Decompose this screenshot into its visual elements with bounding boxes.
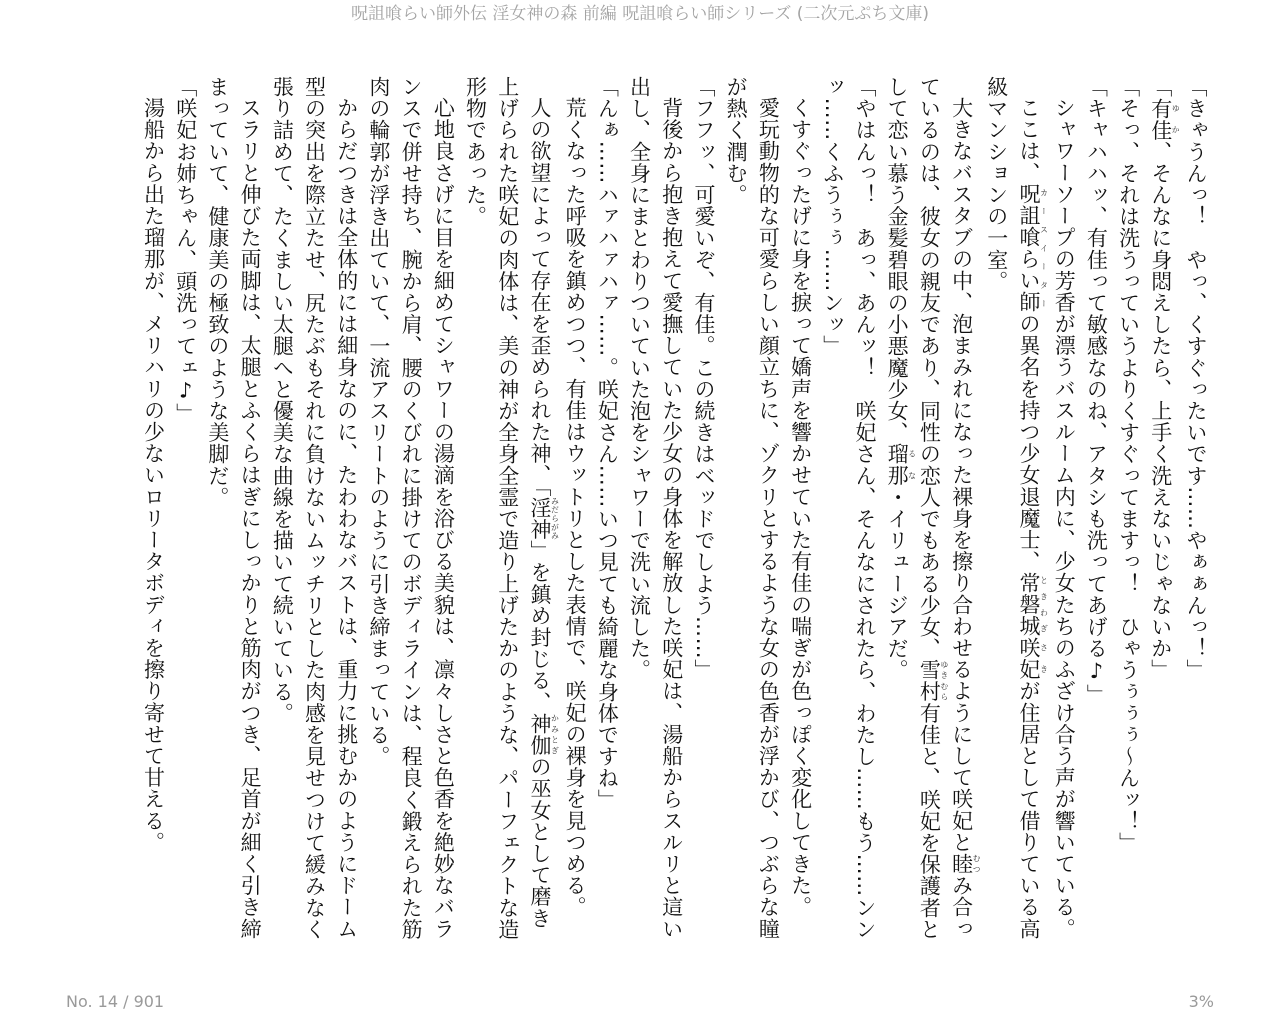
ruby-reading: むつ	[972, 853, 982, 875]
paragraph	[202, 76, 266, 948]
vertical-text-body	[92, 76, 1212, 948]
ruby-reading: みだらがみ	[550, 496, 560, 541]
paragraph	[881, 76, 981, 948]
text-run: 荒くなった呼吸を鎮めつつ、有佳はウットリとした表情で、咲妃の裸身を見つめる。	[563, 97, 588, 918]
paragraph	[1180, 76, 1212, 948]
ruby-reading: るな	[907, 443, 917, 487]
text-run: くすぐったげに身を捩って嬌声を響かせていた有佳の喘ぎが色っぽく変化してきた。	[788, 97, 813, 918]
ruby-annotated-word: 神伽かみとぎ	[527, 712, 560, 757]
ruby-annotated-word: 雪村ゆきむら	[917, 659, 949, 703]
paragraph	[981, 76, 1048, 948]
text-run: の異名を持つ少女退魔士、	[1016, 313, 1041, 573]
text-run: 、そんなに身悶えしたら、上手く洗えないじゃないか」	[1148, 140, 1173, 681]
paragraph	[1112, 76, 1144, 948]
text-run: 」を鎮め封じる、	[527, 540, 552, 713]
paragraph	[817, 76, 881, 948]
reading-area[interactable]	[92, 76, 1212, 948]
text-run: 背後から抱き抱えて愛撫していた少女の身体を解放した咲妃は、湯船からスルリと這い出し、全身にまとわりついていた泡をシャワーで洗い流した。	[627, 76, 684, 940]
text-run: 有佳と、咲妃を保護者として恋い慕う金髪碧眼の小悪魔少女、	[885, 76, 942, 941]
ruby-annotated-word: 瑠那るな	[885, 443, 917, 487]
ruby-annotated-word: 睦むつ	[949, 853, 982, 875]
ruby-annotated-word: 咲妃さき	[1016, 637, 1049, 681]
ruby-reading: カースイーター	[1039, 183, 1049, 314]
ruby-reading: さき	[1039, 637, 1049, 681]
text-run: 「そっ、それは洗うっていうよりくすぐってますっ！ ひゃうぅぅぅ～んッ！」	[1116, 76, 1141, 854]
paragraph	[1048, 76, 1080, 948]
ruby-annotated-word: 有佳ゆか	[1148, 97, 1181, 141]
paragraph	[720, 76, 784, 948]
ruby-reading: ゆきむら	[939, 659, 949, 703]
text-run: 「咲妃お姉ちゃん、頭洗ってェ♪」	[173, 76, 198, 425]
text-run: ・イリュージアだ。	[885, 486, 910, 681]
ruby-reading: ときわぎ	[1039, 572, 1049, 638]
paragraph	[137, 76, 169, 948]
paragraph	[266, 76, 363, 948]
paragraph	[1080, 76, 1112, 948]
paragraph	[591, 76, 623, 948]
ruby-annotated-word: 淫神みだらがみ	[527, 496, 560, 541]
text-run: ここは、	[1016, 97, 1041, 184]
ruby-reading: ゆか	[1171, 97, 1181, 141]
paragraph	[688, 76, 720, 948]
text-run: 「フフッ、可愛いぞ、有佳。この続きはベッドでしよう……」	[691, 76, 716, 681]
text-run: シャワーソープの芳香が漂うバスルーム内に、少女たちのふざけ合う声が響いている。	[1052, 97, 1077, 940]
location-indicator: No. 14 / 901	[66, 992, 165, 1011]
text-run: 大きなバスタブの中、泡まみれになった裸身を擦り合わせるようにして咲妃と	[949, 97, 974, 853]
ruby-reading: かみとぎ	[550, 712, 560, 757]
ruby-annotated-word: 呪詛喰らい師カースイーター	[1016, 183, 1049, 314]
book-title: 呪詛喰らい師外伝 淫女神の森 前編 呪詛喰らい師シリーズ (二次元ぷち文庫)	[350, 4, 930, 24]
text-run: 愛玩動物的な可愛らしい顔立ちに、ゾクリとするような女の色香が浮かび、つぶらな瞳が熱く潤む。	[724, 76, 781, 940]
text-run: 湯船から出た瑠那が、メリハリの少ないロリータボディを擦り寄せて甘える。	[141, 97, 166, 853]
paragraph	[784, 76, 816, 948]
text-run: み合っているのは、彼女の親友であり、同性の恋人でもある少女、	[917, 76, 974, 940]
text-run: 「きゃうんっ！ やっ、くすぐったいです……やぁぁんっ！」	[1184, 76, 1208, 681]
paragraph	[623, 76, 687, 948]
paragraph	[1145, 76, 1180, 948]
text-run: 「キャハハッ、有佳って敏感なのね、アタシも洗ってあげる♪」	[1084, 76, 1109, 706]
ruby-annotated-word: 常磐城ときわぎ	[1016, 572, 1049, 638]
text-run: 人の欲望によって存在を歪められた神、「	[527, 97, 552, 497]
text-run: からだつきは全体的には細身なのに、たわわなバストは、重力に挑むかのようにドーム型の突出を際立たせ、尻たぶもそれに負けないムッチリとした肉感を見せつけて緩みなく張り詰めて、たくましい太腿へと優美な曲線を描いて続いている。	[270, 76, 359, 940]
text-run: 「やはんっ！ あっ、あんッ！ 咲妃さん、そんなにされたら、わたし……もう……ンンッ……くふうぅぅ……ンッ」	[820, 76, 877, 940]
reading-progress: 3%	[1188, 992, 1214, 1011]
paragraph	[459, 76, 559, 948]
text-run: が住居として借りている高級マンションの一室。	[984, 76, 1041, 940]
paragraph	[170, 76, 202, 948]
text-run: 心地良さげに目を細めてシャワーの湯滴を浴びる美貌は、凛々しさと色香を絶妙なバランスで併せ持ち、腕から肩、腰のくびれに掛けてのボディラインは、程良く鍛えられた筋肉の輪郭が浮き出ていて、一流アスリートのように引き締まっている。	[366, 76, 456, 940]
text-run: 「んぁ……ハァハァハァ……。咲妃さん……いつ見ても綺麗な身体ですね」	[595, 76, 620, 811]
text-run: の巫女として磨き上げられた咲妃の肉体は、美の神が全身全霊で造り上げたかのような、パーフェクトな造形物であった。	[463, 76, 552, 940]
paragraph	[363, 76, 460, 948]
paragraph	[559, 76, 591, 948]
text-run: スラリと伸びた両脚は、太腿とふくらはぎにしっかりと筋肉がつき、足首が細く引き締まっていて、健康美の極致のような美脚だ。	[205, 76, 263, 940]
text-run: 「	[1148, 76, 1173, 98]
